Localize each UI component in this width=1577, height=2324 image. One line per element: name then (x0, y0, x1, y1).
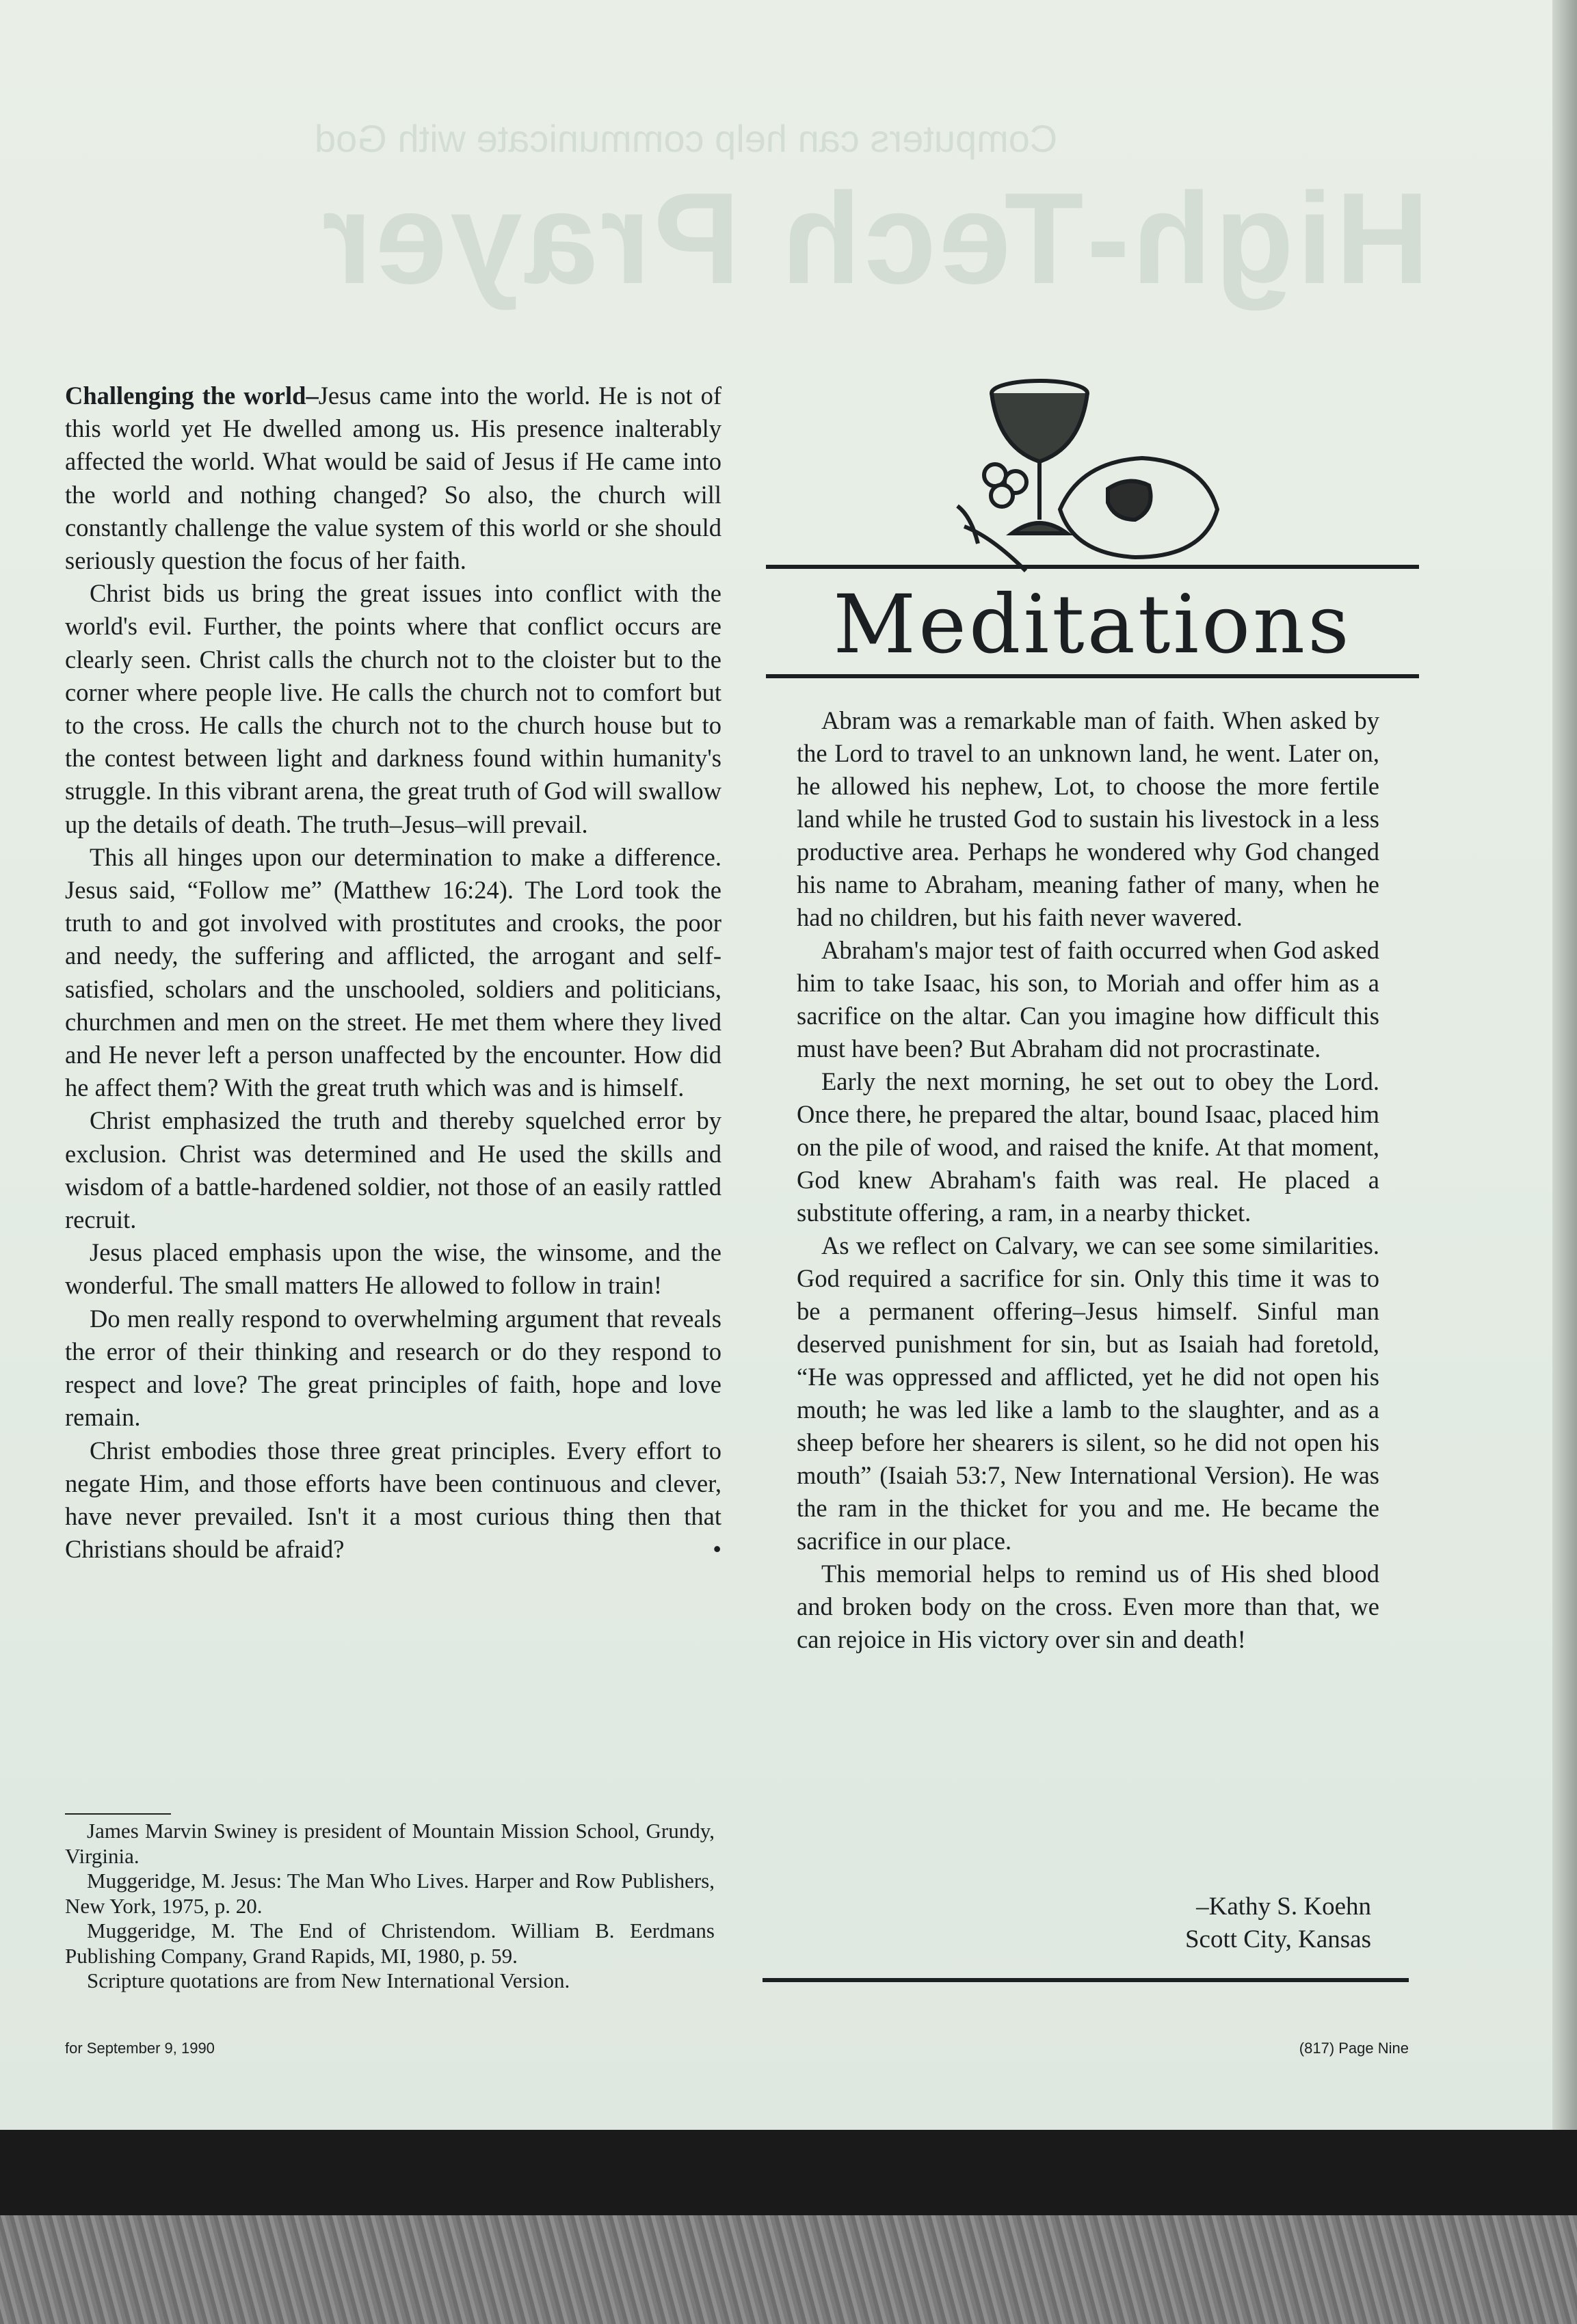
meditations-paragraph: This memorial helps to remind us of His shed blood and broken body on the cross. Even more than that, we can rejoice in His victory over sin and death! (797, 1560, 1379, 1653)
author-name: –Kathy S. Koehn (1196, 1893, 1371, 1921)
background-fabric (0, 2215, 1577, 2324)
article-paragraph: Christ emphasized the truth and thereby squelched error by exclusion. Christ was determined and He used the skills and wisdom of a battle-hardened soldier, not those of an easily rattled recruit. (65, 1106, 721, 1234)
footnote: James Marvin Swiney is president of Mountain Mission School, Grundy, Virginia. (65, 1819, 715, 1868)
chalice-bread-illustration (944, 373, 1245, 574)
footnote-rule (65, 1813, 171, 1815)
page-number: (817) Page Nine (1299, 2040, 1409, 2057)
footnote: Muggeridge, M. Jesus: The Man Who Lives. Harper and Row Publishers, New York, 1975, p. 20. (65, 1869, 715, 1918)
article-paragraph: Challenging the world–Jesus came into the world. He is not of this world yet He dwelled among us. His presence inalterably affected the world. What would be said of Jesus if He came into the world and nothing changed? So also, the church will constantly challenge the value system of this world or she should seriously question the focus of her faith. (65, 382, 721, 575)
meditations-paragraph: Abram was a remarkable man of faith. When asked by the Lord to travel to an unknown land, he went. Later on, he allowed his nephew, Lot, to choose the more fertile land while he trusted God to sustain his livestock in a less productive area. Perhaps he wondered why God changed his name to Abraham, meaning father of many, when he had no children, but his faith never wavered. (797, 706, 1379, 931)
signature (797, 1891, 1371, 1956)
author-location: Scott City, Kansas (1184, 1925, 1371, 1953)
meditations-paragraph: Early the next morning, he set out to obey the Lord. Once there, he prepared the altar, bound Isaac, placed him on the pile of wood, and raised the knife. At that moment, God knew Abraham's faith was real. He placed a substitute offering, a ram, in a nearby thicket. (797, 1067, 1379, 1227)
article-paragraph: Do men really respond to overwhelming argument that reveals the error of their thinking and research or do they respond to respect and love? The great principles of faith, hope and love remain. (65, 1304, 721, 1432)
meditations-title: Meditations (833, 577, 1352, 671)
meditations-column (797, 704, 1379, 1656)
meditations-paragraph: As we reflect on Calvary, we can see some similarities. God required a sacrifice for sin. Only this time it was to be a permanent offering–Jesus himself. Sinful man deserved punishment for sin, but as Isaiah had foretold, “He was oppressed and afflicted, yet he did not open his mouth; he was led like a lamb to the slaughter, and as a sheep before her shearers is silent, so he did not open his mouth” (Isaiah 53:7, New International Version). He was the ram in the thicket for you and me. He became the sacrifice in our place. (797, 1231, 1379, 1555)
article-lead: Challenging the world– (65, 382, 319, 410)
article-paragraph: Jesus placed emphasis upon the wise, the winsome, and the wonderful. The small matters He allowed to follow in train! (65, 1238, 721, 1300)
end-mark: • (713, 1535, 721, 1564)
article-paragraph: This all hinges upon our determination to make a difference. Jesus said, “Follow me” (Matthew 16:24). The Lord took the truth to and got involved with prostitutes and crooks, the poor and needy, the suffering and afflicted, the arrogant and self-satisfied, scholars and the unschooled, soldiers and politicians, churchmen and men on the street. He met them where they lived and He never left a person unaffected by the encounter. How did he affect them? With the great truth which was and is himself. (65, 842, 721, 1102)
meditations-end-rule (763, 1978, 1409, 1982)
issue-date: for September 9, 1990 (65, 2040, 215, 2057)
article-left-column (65, 379, 721, 1566)
bleed-through-ghost: Computers can help communicate with God High-Tech Prayer (315, 117, 1429, 311)
masthead-rule-top (766, 565, 1419, 569)
masthead-rule-bottom (766, 674, 1419, 678)
meditations-paragraph: Abraham's major test of faith occurred when God asked him to take Isaac, his son, to Moriah and offer him as a sacrifice on the altar. Can you imagine how difficult this must have been? But Abraham did not procrastinate. (797, 936, 1379, 1063)
page-edge (1552, 0, 1577, 2130)
footnote: Muggeridge, M. The End of Christendom. William B. Eerdmans Publishing Company, Grand Rapids, MI, 1980, p. 59. (65, 1919, 715, 1968)
article-paragraph: Christ embodies those three great principles. Every effort to negate Him, and those efforts have been continuous and clever, have never prevailed. Isn't it a most curious thing then that Christians should be afraid? • (65, 1434, 721, 1566)
article-paragraph: Christ bids us bring the great issues into conflict with the world's evil. Further, the points where that conflict occurs are clearly seen. Christ calls the church not to the cloister but to the corner where people live. He calls the church not to comfort but to the cross. He calls the church not to the church house but to the contest between light and darkness found within humanity's struggle. In this vibrant arena, the great truth of God will swallow up the details of death. The truth–Jesus–will prevail. (65, 579, 721, 838)
footnote: Scripture quotations are from New International Version. (87, 1968, 570, 1992)
footnotes (65, 1819, 715, 1994)
